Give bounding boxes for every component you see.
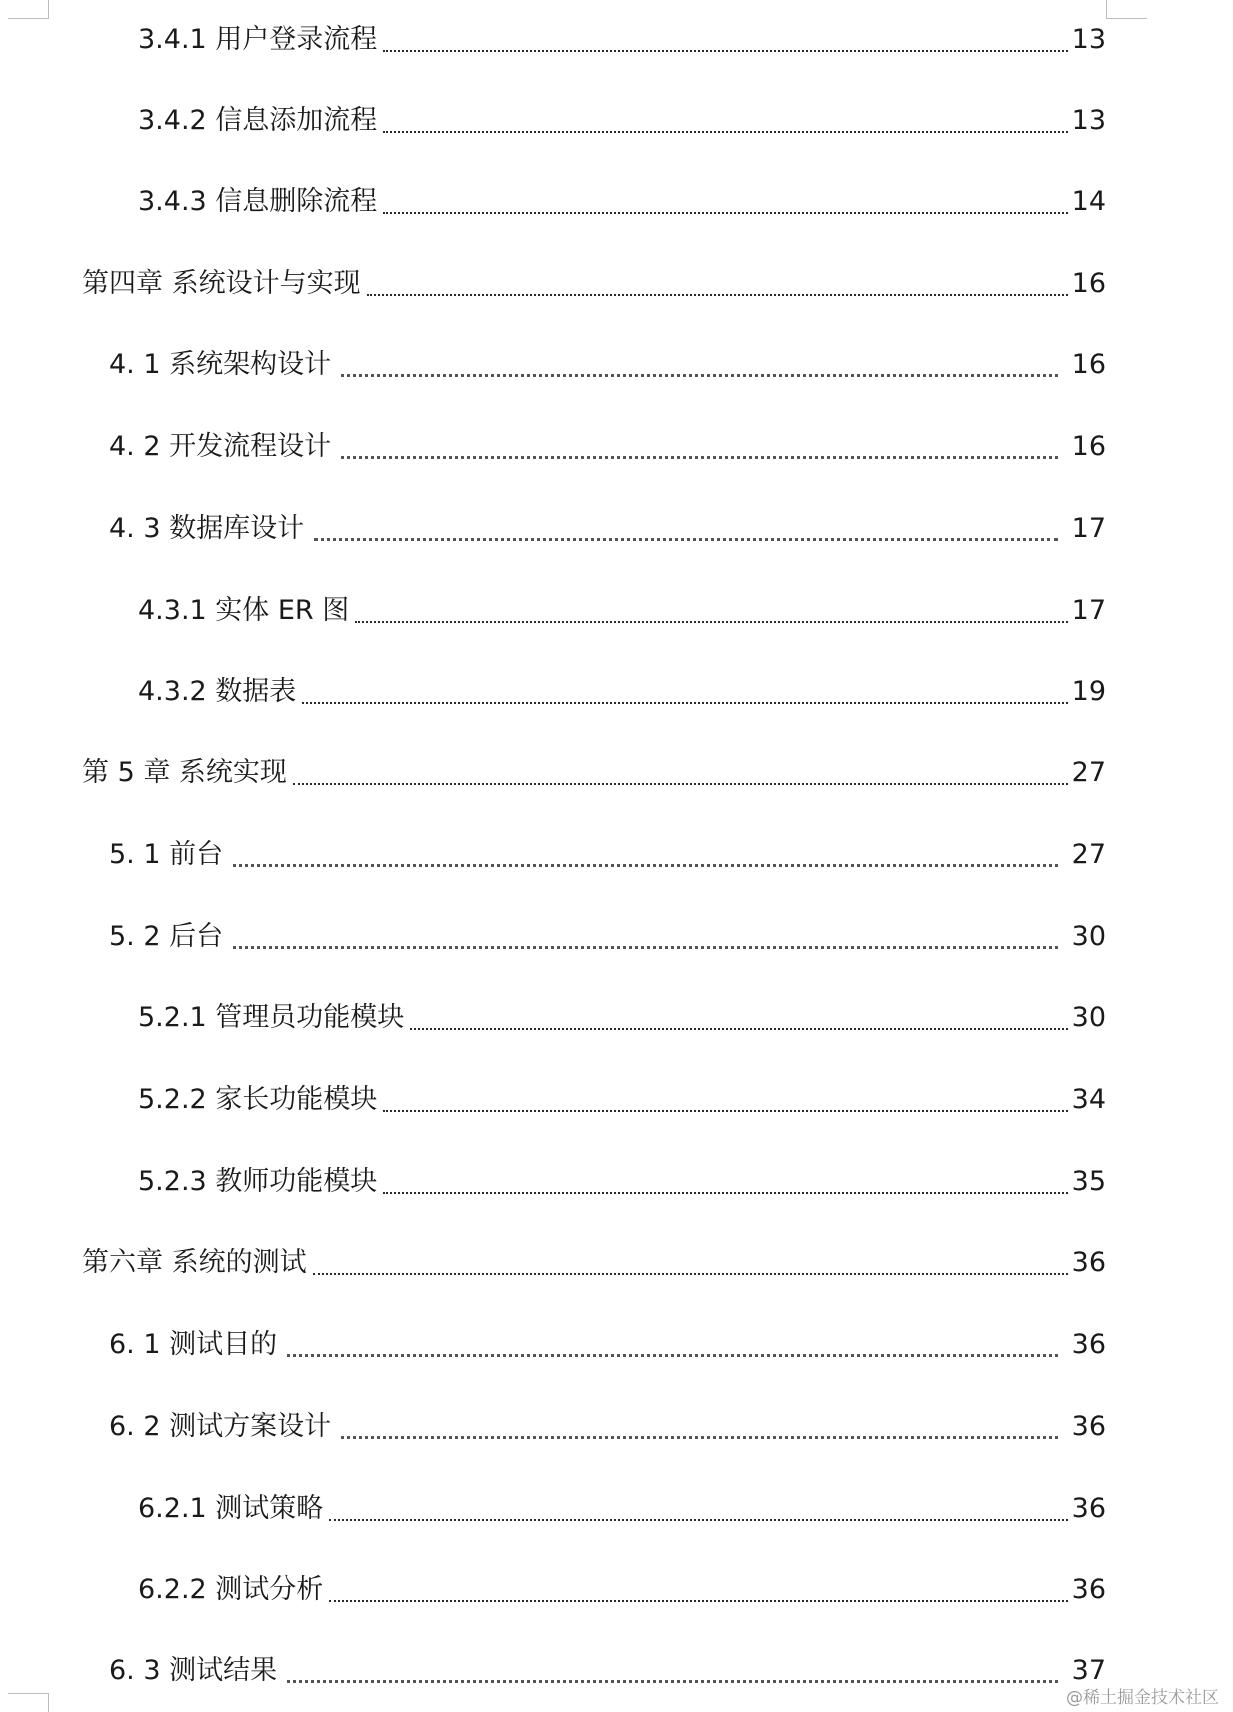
toc-entry[interactable] <box>109 1407 1106 1447</box>
toc-entry[interactable] <box>109 917 1106 957</box>
toc-entry-page: 27 <box>1071 757 1106 788</box>
toc-leader-dots <box>287 1680 1058 1683</box>
toc-entry-page: 30 <box>1071 921 1106 952</box>
toc-leader-dots <box>367 294 1068 296</box>
toc-entry[interactable] <box>82 264 1106 304</box>
toc-leader-dots <box>233 864 1058 867</box>
toc-entry-page: 27 <box>1071 839 1106 870</box>
toc-entry-title: 5. 1 前台 <box>109 839 224 870</box>
toc-entry[interactable] <box>109 509 1106 549</box>
toc-leader-dots <box>287 1354 1058 1357</box>
toc-entry-title: 4.3.2 数据表 <box>138 676 297 707</box>
toc-leader-dots <box>383 212 1067 214</box>
toc-leader-dots <box>233 946 1058 949</box>
toc-entry-title: 6. 2 测试方案设计 <box>109 1411 332 1442</box>
toc-entry-page: 35 <box>1071 1166 1106 1197</box>
toc-entry-title: 4. 2 开发流程设计 <box>109 431 332 462</box>
toc-entry-page: 17 <box>1071 513 1106 544</box>
toc-entry[interactable] <box>138 1080 1106 1120</box>
site-watermark: @稀土掘金技术社区 <box>1066 1688 1219 1708</box>
toc-entry-title: 第 5 章 系统实现 <box>82 757 287 788</box>
toc-entry-page: 19 <box>1071 676 1106 707</box>
toc-entry-page: 36 <box>1071 1329 1106 1360</box>
toc-entry[interactable] <box>138 101 1106 141</box>
toc-entry[interactable] <box>82 1243 1106 1283</box>
toc-entry[interactable] <box>109 1325 1106 1365</box>
toc-leader-dots <box>341 456 1058 459</box>
toc-entry-page: 36 <box>1071 1411 1106 1442</box>
toc-leader-dots <box>329 1519 1067 1521</box>
toc-entry-title: 4. 1 系统架构设计 <box>109 349 332 380</box>
toc-entry-title: 5.2.3 教师功能模块 <box>138 1166 378 1197</box>
toc-entry[interactable] <box>109 427 1106 467</box>
toc-entry-title: 5.2.1 管理员功能模块 <box>138 1002 405 1033</box>
toc-entry-title: 5.2.2 家长功能模块 <box>138 1084 378 1115</box>
toc-entry-title: 6.2.1 测试策略 <box>138 1493 324 1524</box>
toc-entry-page: 36 <box>1071 1247 1106 1278</box>
toc-leader-dots <box>383 1110 1067 1112</box>
toc-leader-dots <box>313 1273 1068 1275</box>
toc-entry[interactable] <box>82 753 1106 793</box>
toc-entry-title: 第四章 系统设计与实现 <box>82 268 361 299</box>
toc-leader-dots <box>383 1192 1067 1194</box>
toc-entry[interactable] <box>138 20 1106 60</box>
toc-entry-page: 13 <box>1071 105 1106 136</box>
toc-leader-dots <box>341 1436 1058 1439</box>
toc-entry-title: 3.4.3 信息删除流程 <box>138 186 378 217</box>
toc-entry[interactable] <box>138 182 1106 222</box>
toc-entry-page: 16 <box>1071 268 1106 299</box>
toc-entry-page: 14 <box>1071 186 1106 217</box>
toc-leader-dots <box>383 50 1067 52</box>
toc-entry[interactable] <box>138 672 1106 712</box>
toc-entry-title: 5. 2 后台 <box>109 921 224 952</box>
toc-entry[interactable] <box>138 591 1106 631</box>
toc-leader-dots <box>355 621 1067 623</box>
toc-entry-page: 16 <box>1071 349 1106 380</box>
toc-entry[interactable] <box>109 1651 1106 1691</box>
toc-entry-page: 37 <box>1071 1655 1106 1686</box>
toc-entry[interactable] <box>138 1570 1106 1610</box>
toc-leader-dots <box>410 1028 1067 1030</box>
toc-entry-title: 3.4.2 信息添加流程 <box>138 105 378 136</box>
toc-entry[interactable] <box>138 1489 1106 1529</box>
toc-entry-page: 13 <box>1071 24 1106 55</box>
toc-entry-title: 4. 3 数据库设计 <box>109 513 305 544</box>
toc-entry-title: 4.3.1 实体 ER 图 <box>138 595 350 626</box>
toc-entry-page: 36 <box>1071 1574 1106 1605</box>
toc-leader-dots <box>329 1600 1067 1602</box>
toc-entry-title: 6. 1 测试目的 <box>109 1329 278 1360</box>
toc-entry-title: 第六章 系统的测试 <box>82 1247 307 1278</box>
toc-entry-title: 3.4.1 用户登录流程 <box>138 24 378 55</box>
toc-leader-dots <box>302 702 1067 704</box>
toc-entry-page: 36 <box>1071 1493 1106 1524</box>
toc-entry[interactable] <box>138 1162 1106 1202</box>
toc-entry-page: 17 <box>1071 595 1106 626</box>
toc-entry-title: 6. 3 测试结果 <box>109 1655 278 1686</box>
toc-entry[interactable] <box>138 998 1106 1038</box>
toc-leader-dots <box>341 374 1058 377</box>
toc-leader-dots <box>314 538 1058 541</box>
toc-entry-page: 34 <box>1071 1084 1106 1115</box>
toc-entry-page: 16 <box>1071 431 1106 462</box>
toc-entry-page: 30 <box>1071 1002 1106 1033</box>
toc-entry-title: 6.2.2 测试分析 <box>138 1574 324 1605</box>
toc-entry[interactable] <box>109 835 1106 875</box>
toc-leader-dots <box>293 783 1068 785</box>
toc-entry[interactable] <box>109 345 1106 385</box>
toc-leader-dots <box>383 131 1067 133</box>
